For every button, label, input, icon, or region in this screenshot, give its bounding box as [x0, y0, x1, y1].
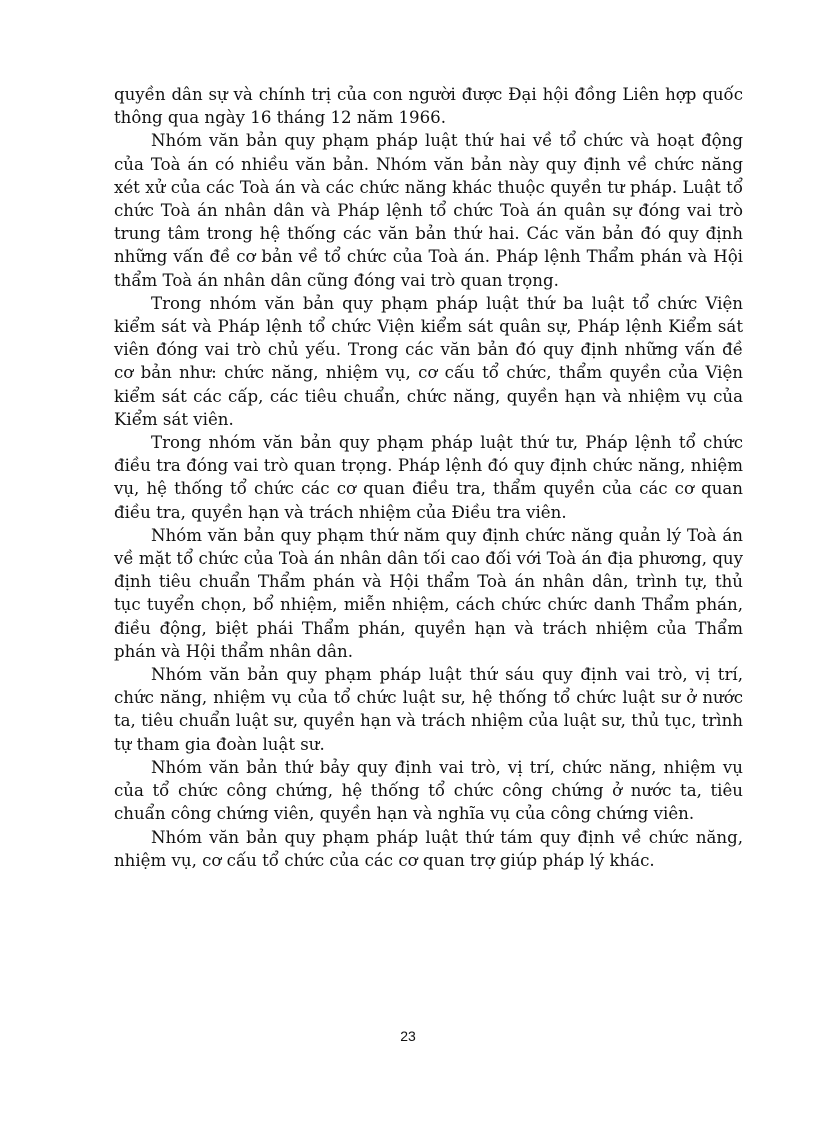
paragraph-6: Nhóm văn bản quy phạm pháp luật thứ sáu quy định vai trò, vị trí, chức năng, nhiệm vụ của tổ chức luật sư, hệ thống tổ chức luật sư ở nước ta, tiêu chuẩn luật sư, quyền hạn và trách nhiệm của luật sư, thủ tục, trình tự tham gia đoàn luật sư.: [114, 665, 743, 754]
paragraph-1: quyền dân sự và chính trị của con người được Đại hội đồng Liên hợp quốc thông qua ngày 16 tháng 12 năm 1966.: [114, 85, 743, 128]
document-body: [114, 83, 743, 872]
paragraph-2: Nhóm văn bản quy phạm pháp luật thứ hai về tổ chức và hoạt động của Toà án có nhiều văn bản. Nhóm văn bản này quy định về chức năng xét xử của các Toà án và các chức năng khác thuộc quyền tư pháp. Luật tổ chức Toà án nhân dân và Pháp lệnh tổ chức Toà án quân sự đóng vai trò trung tâm trong hệ thống các văn bản thứ hai. Các văn bản đó quy định những vấn đề cơ bản về tổ chức của Toà án. Pháp lệnh Thẩm phán và Hội thẩm Toà án nhân dân cũng đóng vai trò quan trọng.: [114, 131, 743, 290]
paragraph-8: Nhóm văn bản quy phạm pháp luật thứ tám quy định về chức năng, nhiệm vụ, cơ cấu tổ chức của các cơ quan trợ giúp pháp lý khác.: [114, 827, 743, 870]
paragraph-5: Nhóm văn bản quy phạm thứ năm quy định chức năng quản lý Toà án về mặt tổ chức của Toà án nhân dân tối cao đối với Toà án địa phương, quy định tiêu chuẩn Thẩm phán và Hội thẩm Toà án nhân dân, trình tự, thủ tục tuyển chọn, bổ nhiệm, miễn nhiệm, cách chức chức danh Thẩm phán, điều động, biệt phái Thẩm phán, quyền hạn và trách nhiệm của Thẩm phán và Hội thẩm nhân dân.: [114, 525, 743, 661]
page-number: 23: [400, 1028, 416, 1044]
paragraph-7: Nhóm văn bản thứ bảy quy định vai trò, vị trí, chức năng, nhiệm vụ của tổ chức công chứng, hệ thống tổ chức công chứng ở nước ta, tiêu chuẩn công chứng viên, quyền hạn và nghĩa vụ của công chứng viên.: [114, 757, 743, 824]
paragraph-3: Trong nhóm văn bản quy phạm pháp luật thứ ba luật tổ chức Viện kiểm sát và Pháp lệnh tổ chức Viện kiểm sát quân sự, Pháp lệnh Kiểm sát viên đóng vai trò chủ yếu. Trong các văn bản đó quy định những vấn đề cơ bản như: chức năng, nhiệm vụ, cơ cấu tổ chức, thẩm quyền của Viện kiểm sát các cấp, các tiêu chuẩn, chức năng, quyền hạn và nhiệm vụ của Kiểm sát viên.: [114, 293, 743, 429]
paragraph-4: Trong nhóm văn bản quy phạm pháp luật thứ tư, Pháp lệnh tổ chức điều tra đóng vai trò quan trọng. Pháp lệnh đó quy định chức năng, nhiệm vụ, hệ thống tổ chức các cơ quan điều tra, thẩm quyền của các cơ quan điều tra, quyền hạn và trách nhiệm của Điều tra viên.: [114, 433, 743, 522]
